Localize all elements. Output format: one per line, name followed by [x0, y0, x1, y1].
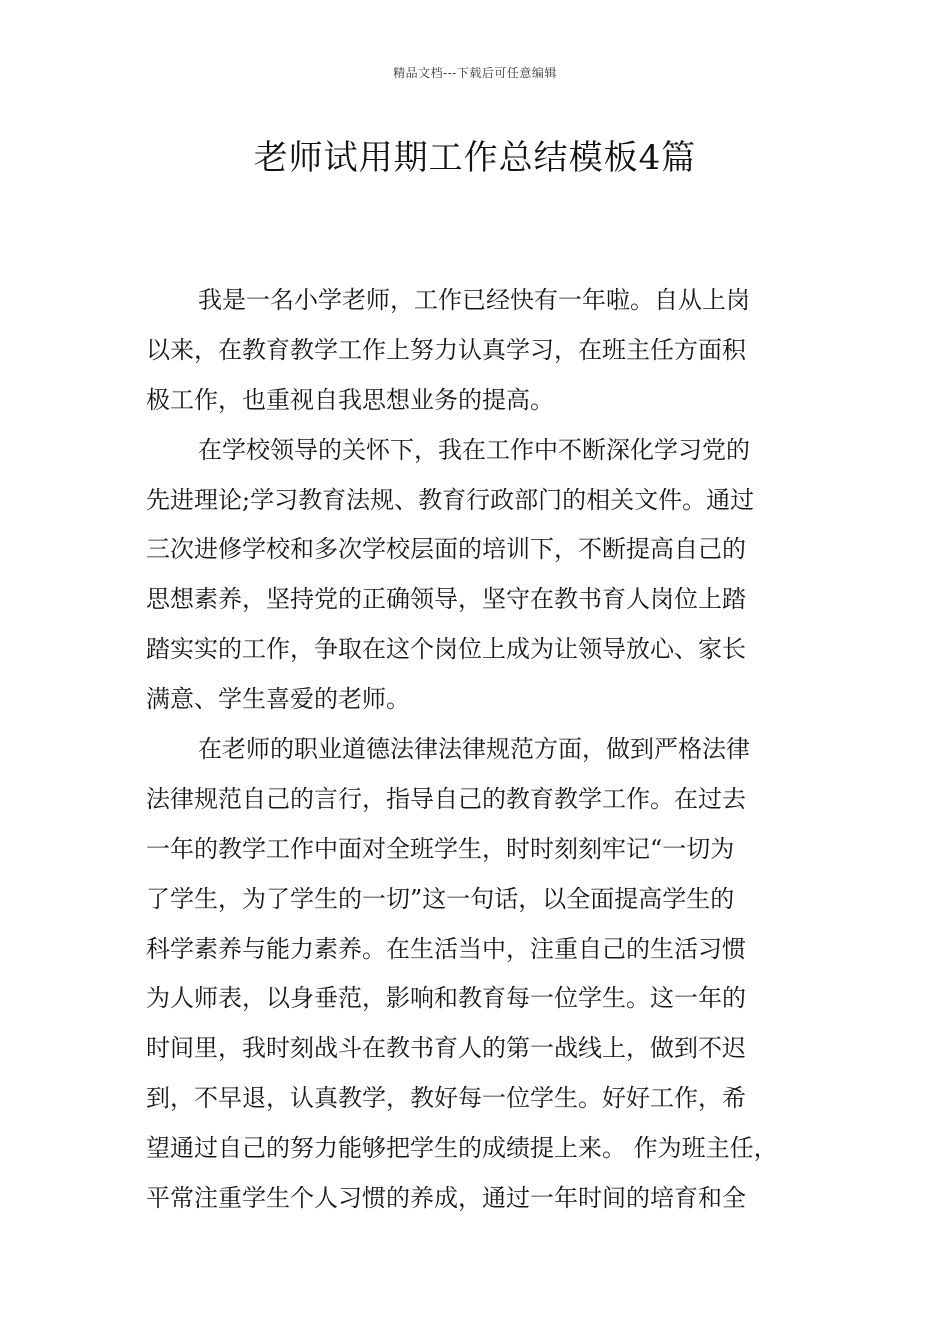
text-line: 法律规范自己的言行，指导自己的教育教学工作。在过去	[146, 784, 746, 813]
paragraph	[146, 426, 806, 725]
text-line: 三次进修学校和多次学校层面的培训下，不断提高自己的	[146, 535, 746, 564]
text-line: 我是一名小学老师，工作已经快有一年啦。自从上岗	[198, 286, 750, 314]
document-title: 老师试用期工作总结模板4篇	[253, 138, 697, 178]
paragraph	[146, 276, 806, 426]
text-line: 时间里，我时刻战斗在教书育人的第一战线上，做到不迟	[146, 1034, 746, 1063]
text-line: 望通过自己的努力能够把学生的成绩提上来。 作为班主任，	[146, 1134, 778, 1163]
text-line: 为人师表，以身垂范，影响和教育每一位学生。这一年的	[146, 984, 746, 1013]
text-line: 平常注重学生个人习惯的养成，通过一年时间的培育和全	[146, 1184, 746, 1213]
document-body	[146, 276, 806, 1224]
header-note: 精品文档---下载后可任意编辑	[393, 66, 557, 80]
paragraph	[146, 725, 806, 1224]
text-line: 以来，在教育教学工作上努力认真学习，在班主任方面积	[146, 335, 746, 364]
text-line: 极工作，也重视自我思想业务的提高。	[146, 385, 554, 414]
text-line: 思想素养，坚持党的正确领导，坚守在教书育人岗位上踏	[146, 585, 746, 614]
text-line: 踏实实的工作，争取在这个岗位上成为让领导放心、家长	[146, 635, 746, 664]
text-line: 在学校领导的关怀下，我在工作中不断深化学习党的	[198, 435, 750, 464]
text-line: 先进理论;学习教育法规、教育行政部门的相关文件。通过	[146, 485, 755, 514]
text-line: 了学生，为了学生的一切”这一句话，以全面提高学生的	[146, 884, 735, 913]
text-line: 科学素养与能力素养。在生活当中，注重自己的生活习惯	[146, 934, 746, 963]
text-line: 一年的教学工作中面对全班学生，时时刻刻牢记“一切为	[146, 834, 735, 863]
text-line: 满意、学生喜爱的老师。	[146, 685, 410, 714]
text-line: 在老师的职业道德法律法律规范方面，做到严格法律	[198, 735, 750, 764]
text-line: 到，不早退，认真教学，教好每一位学生。好好工作，希	[146, 1084, 746, 1113]
